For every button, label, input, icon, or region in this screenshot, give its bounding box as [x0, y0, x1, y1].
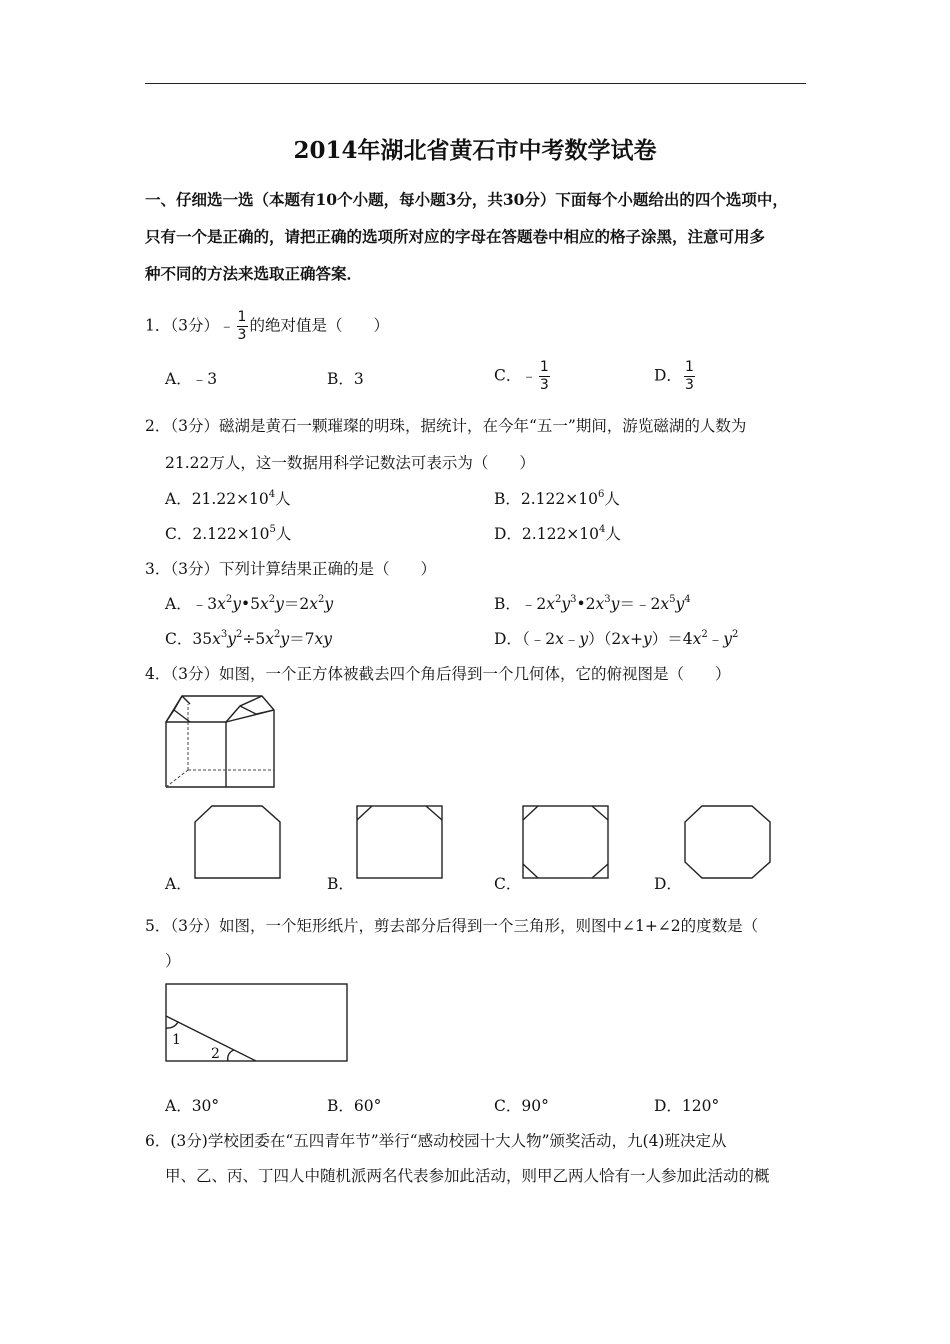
q4-option-d: D．	[654, 875, 682, 893]
section-instruction-line-2: 只有一个是正确的，请把正确的选项所对应的字母在答题卷中相应的格子涂黑，注意可用多	[145, 227, 766, 246]
question-2-line-1: 2．（3分）磁湖是黄石一颗璀璨的明珠，据统计，在今年“五一”期间，游览磁湖的人数为	[145, 417, 747, 435]
section-instruction-line-1: 一、仔细选一选（本题有10个小题，每小题3分，共30分）下面每个小题给出的四个选项中，	[145, 190, 788, 209]
q1-denominator: 3	[237, 327, 247, 343]
q2-option-b: B．$2.122\times 10^6$人	[494, 489, 620, 508]
rectangle-paper-figure	[164, 982, 350, 1064]
q3-option-a: A．$﹣3x^2y•5x^2y=2x^2y$	[165, 594, 334, 613]
q2-option-c: C．$2.122\times 10^5$人	[165, 524, 292, 543]
question-6-line-1: 6．(3分)学校团委在“五四青年节”举行“感动校园十大人物”颁奖活动，九(4)班决定从	[145, 1132, 727, 1150]
q1-minus: ﹣	[218, 316, 235, 335]
angle-2-label: 2	[211, 1046, 220, 1062]
header-rule	[145, 83, 806, 84]
q1-option-b: B．3	[327, 370, 364, 388]
q4-choice-c-figure	[520, 804, 612, 882]
q4-option-b: B．	[327, 875, 354, 893]
q3-option-c: C．$35x^3y^2\div 5x^2y=7xy$	[165, 629, 332, 648]
question-4-stem: 4．（3分）如图，一个正方体被截去四个角后得到一个几何体，它的俯视图是（ ）	[145, 665, 731, 683]
angle-1-label: 1	[172, 1032, 181, 1048]
q1-option-d: D． $\frac{1}{3}$	[654, 359, 694, 393]
q4-choice-d-figure	[682, 804, 774, 882]
question-3-stem: 3．（3分）下列计算结果正确的是（ ）	[145, 560, 436, 578]
q2-option-d: D．$2.122\times 10^4$人	[494, 524, 621, 543]
q2-option-a: A．$21.22\times 10^4$人	[165, 489, 291, 508]
q3-option-d: D．$(﹣2x﹣y)(2x+y)=4x^2﹣y^2$	[494, 629, 739, 648]
q4-choice-b-figure	[354, 804, 446, 882]
q1-numerator: 1	[237, 309, 247, 325]
question-6-line-2: 甲、乙、丙、丁四人中随机派两名代表参加此活动，则甲乙两人恰有一人参加此活动的概	[165, 1167, 770, 1185]
q1-option-d-fraction: $\frac{1}{3}$	[684, 359, 694, 393]
question-5-line-2: ）	[165, 952, 181, 970]
q5-option-a: A．30°	[165, 1097, 220, 1115]
question-2-line-2: 21.22万人，这一数据用科学记数法可表示为（ ）	[165, 454, 535, 472]
section-instruction-line-3: 种不同的方法来选取正确答案．	[145, 264, 363, 283]
question-5-line-1: 5．（3分）如图，一个矩形纸片，剪去部分后得到一个三角形，则图中∠1+∠2的度数是（	[145, 917, 759, 935]
q5-option-d: D．120°	[654, 1097, 720, 1115]
page-title: 2014年湖北省黄石市中考数学试卷	[293, 137, 657, 164]
q4-choice-a-figure	[192, 804, 284, 882]
q1-suffix: 的绝对值是（ ）	[249, 316, 390, 335]
q4-option-a: A．	[165, 875, 192, 893]
q1-prefix: 1．（3分）	[145, 316, 219, 335]
truncated-cube-figure	[160, 692, 280, 790]
q3-option-b: B．$﹣2x^2y^3•2x^3y=﹣2x^5y^4$	[494, 594, 691, 613]
question-1-stem	[145, 310, 389, 343]
q1-option-c: C．﹣ $\frac{1}{3}$	[494, 359, 549, 393]
q1-option-a: A．﹣3	[165, 370, 218, 388]
q1-option-c-fraction: $\frac{1}{3}$	[539, 359, 549, 393]
q5-option-c: C．90°	[494, 1097, 549, 1115]
q5-option-b: B．60°	[327, 1097, 382, 1115]
q1-fraction	[237, 310, 248, 343]
q4-option-c: C．	[494, 875, 522, 893]
